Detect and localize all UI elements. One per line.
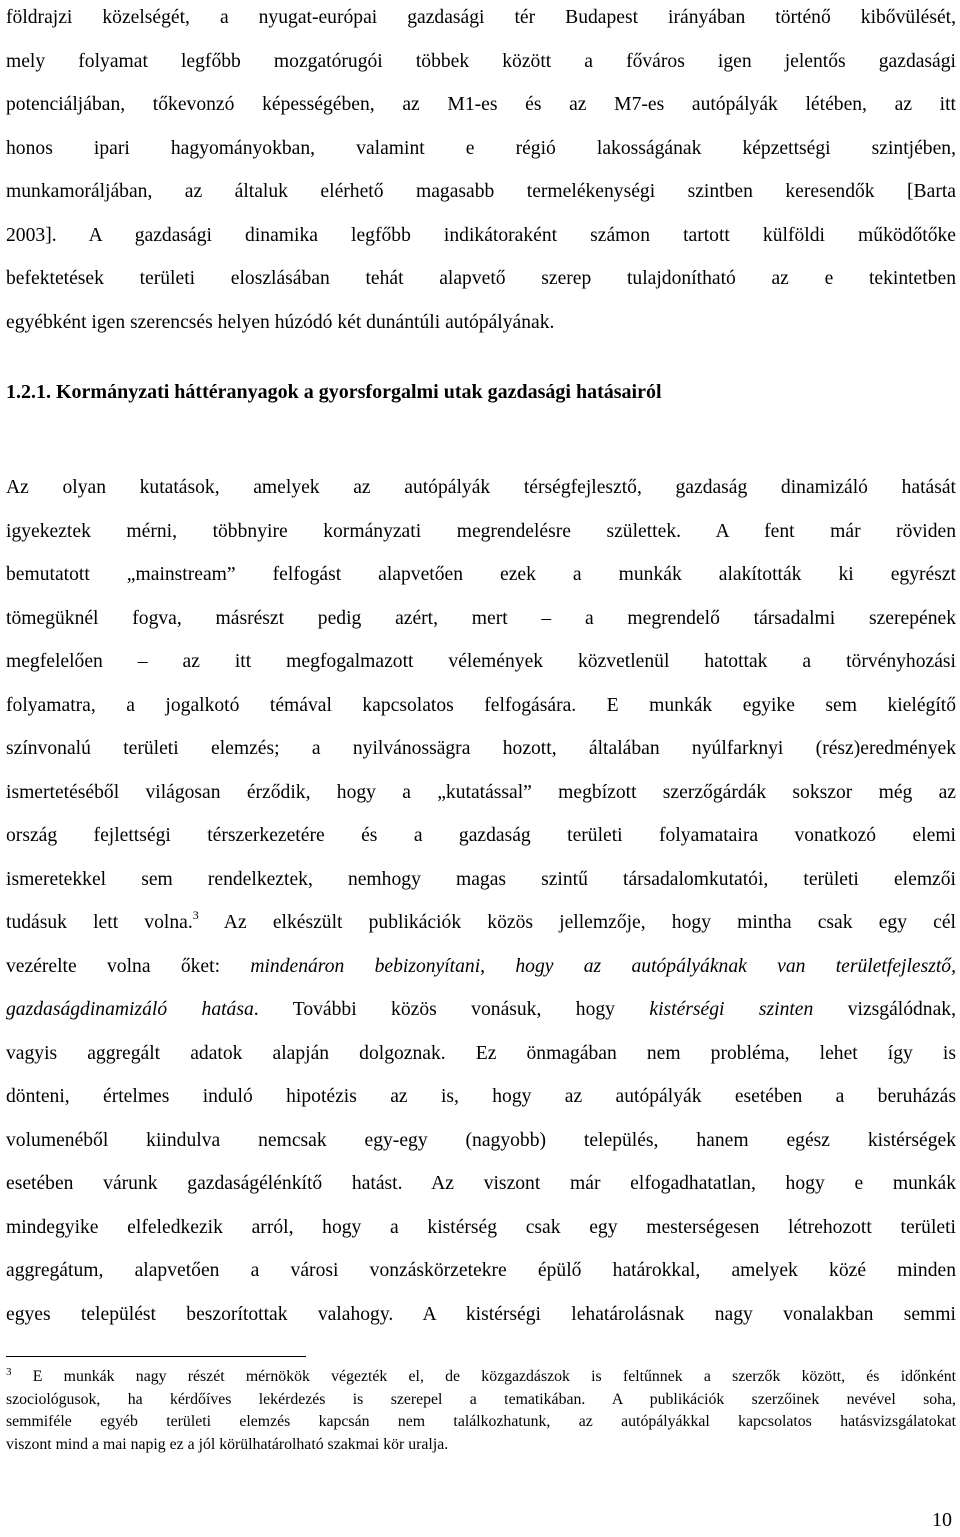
- text-line: folyamatra, a jogalkotó témával kapcsolatos felfogására. E munkák egyike sem kielégítő: [6, 694, 956, 716]
- italic-text: kistérségi szinten: [649, 999, 814, 1020]
- section-heading: 1.2.1. Kormányzati háttéranyagok a gyorsforgalmi utak gazdasági hatásairól: [6, 381, 662, 403]
- text-line: 2003]. A gazdasági dinamika legfőbb indikátoraként számon tartott külföldi működőtőke: [6, 224, 956, 246]
- text-line: munkamoráljában, az általuk elérhető magasabb termelékenységi szintben keresendők [Barta: [6, 181, 956, 202]
- text-line: Az olyan kutatások, amelyek az autópályák térségfejlesztő, gazdaság dinamizáló hatását: [6, 477, 956, 498]
- text-line: ismertetéséből világosan érződik, hogy a „kutatással” megbízott szerzőgárdák sokszor még az: [6, 781, 956, 803]
- text-line: [6, 945, 956, 989]
- text-line: mindegyike elfeledkezik arról, hogy a kistérség csak egy mesterségesen létrehozott területi: [6, 1216, 956, 1238]
- text-line: [6, 988, 956, 1032]
- text-line: befektetések területi eloszlásában tehát alapvető szerep tulajdonítható az e tekintetben: [6, 268, 956, 289]
- text-line: megfelelően – az itt megfogalmazott vélemények közvetlenül hatottak a törvényhozási: [6, 651, 956, 672]
- text-line: esetében várunk gazdaságélénkítő hatást. Az viszont már elfogadhatatlan, hogy e munkák: [6, 1173, 956, 1194]
- text-fragment: vizsgálódnak,: [813, 999, 956, 1020]
- text-line: dönteni, értelmes induló hipotézis az is, hogy az autópályák esetében a beruházás: [6, 1086, 956, 1107]
- text-line: honos ipari hagyományokban, valamint e régió lakosságának képzettségi szintjében,: [6, 137, 956, 159]
- text-line: tömegüknél fogva, másrészt pedig azért, mert – a megrendelő társadalmi szerepének: [6, 607, 956, 629]
- text-line: potenciáljában, tőkevonzó képességében, az M1-es és az M7-es autópályák létében, az itt: [6, 94, 956, 115]
- text-line: mely folyamat legfőbb mozgatórugói többek között a főváros igen jelentős gazdasági: [6, 50, 956, 72]
- body-paragraph-1: [6, 0, 956, 344]
- text-line: ország fejlettségi térszerkezetére és a gazdaság területi folyamataira vonatkozó elemi: [6, 825, 956, 846]
- text-line: egyébként igen szerencsés helyen húzódó két dunántúli autópályának.: [6, 311, 555, 333]
- text-line: földrajzi közelségét, a nyugat-európai gazdasági tér Budapest irányában történő kibővülését,: [6, 7, 956, 28]
- footnote-line: [6, 1366, 956, 1389]
- footnote-line: semmiféle egyéb területi elemzés kapcsán nem találkozhatunk, az autópályákkal kapcsolatos hatásvizsgálatokat: [6, 1413, 956, 1430]
- italic-text: mindenáron bebizonyítani, hogy az autópályáknak van területfejlesztő,: [250, 955, 956, 977]
- footnote-separator: [6, 1356, 306, 1357]
- footnote-line: szociológusok, ha kérdőíves lekérdezés is szerepel a tematikában. A publikációk szerzőinek nevével soha,: [6, 1390, 956, 1408]
- text-fragment: . További közös vonásuk, hogy: [253, 999, 650, 1020]
- text-line: bemutatott „mainstream” felfogást alapvetően ezek a munkák alakították ki egyrészt: [6, 564, 956, 585]
- text-line: [6, 901, 956, 945]
- text-line: vagyis aggregált adatok alapján dolgoznak. Ez önmagában nem probléma, lehet így is: [6, 1042, 956, 1064]
- footnote-text: E munkák nagy részét mérnökök végezték el, de közgazdászok is feltűnnek a szerzők között, és időnként: [11, 1368, 956, 1385]
- text-line: egyes települést beszorítottak valahogy. A kistérségi lehatárolásnak nagy vonalakban semmi: [6, 1303, 956, 1325]
- footnote-reference[interactable]: 3: [192, 908, 199, 922]
- text-line: igyekeztek mérni, többnyire kormányzati megrendelésre születtek. A fent már röviden: [6, 520, 956, 542]
- body-paragraph-2: [6, 466, 956, 1336]
- text-line: ismeretekkel sem rendelkeztek, nemhogy magas szintű társadalomkutatói, területi elemzői: [6, 868, 956, 890]
- italic-text: gazdaságdinamizáló hatása: [6, 999, 254, 1020]
- text-line: aggregátum, alapvetően a városi vonzáskörzetekre épülő határokkal, amelyek közé minden: [6, 1260, 956, 1281]
- text-line: színvonalú területi elemzés; a nyilvánossägra hozott, általában nyúlfarknyi (rész)eredmények: [6, 738, 956, 759]
- text-fragment: tudásuk lett volna.: [6, 912, 193, 933]
- text-fragment: vezérelte volna őket:: [6, 955, 251, 977]
- page-number: 10: [932, 1509, 952, 1531]
- footnote-number: 3: [6, 1366, 12, 1378]
- footnote: [6, 1366, 956, 1456]
- text-fragment: Az elkészült publikációk közös jellemzője, hogy mintha csak egy cél: [198, 912, 956, 933]
- footnote-line: viszont mind a mai napig ez a jól körülhatárolható szakmai kör uralja.: [6, 1435, 449, 1453]
- text-line: volumenéből kiindulva nemcsak egy-egy (nagyobb) település, hanem egész kistérségek: [6, 1129, 956, 1151]
